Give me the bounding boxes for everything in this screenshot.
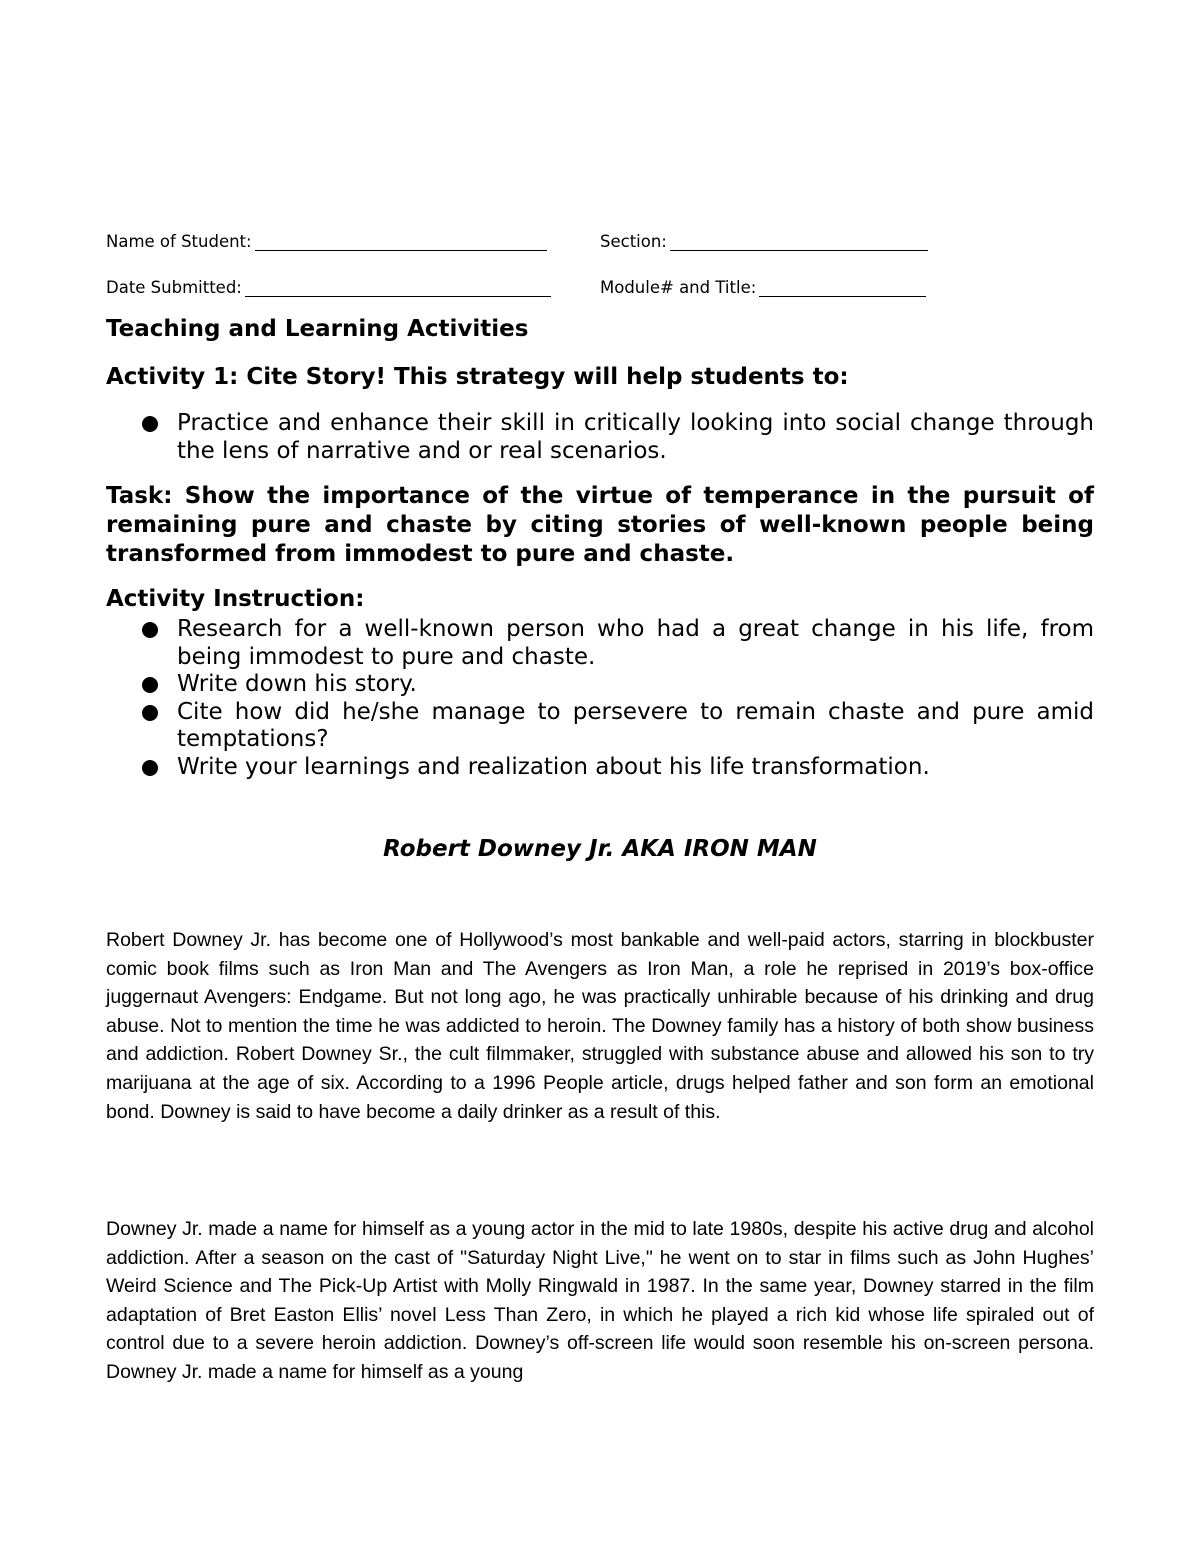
objectives-list: [106, 410, 1094, 465]
section-line[interactable]: [670, 232, 928, 251]
story-paragraph-2: Downey Jr. made a name for himself as a young actor in the mid to late 1980s, despite his active drug and alcohol addiction. After a season on the cast of "Saturday Night Live," he went on to star in films such as John Hughes’ Weird Science and The Pick-Up Artist with Molly Ringwald in 1987. In the same year, Downey starred in the film adaptation of Bret Easton Ellis’ novel Less Than Zero, in which he played a rich kid whose life spiraled out of control due to a severe heroin addiction. Downey’s off-screen life would soon resemble his on-screen persona. Downey Jr. made a name for himself as a young: [106, 1218, 1094, 1383]
student-name-label: Name of Student:: [106, 232, 252, 251]
date-submitted-line[interactable]: [245, 278, 551, 297]
header-row-1: [106, 232, 1094, 256]
section-label: Section:: [600, 232, 667, 251]
activity-heading: Activity 1: Cite Story! This strategy will help students to:: [106, 364, 849, 390]
instructions-list: [106, 616, 1094, 781]
bullet-icon: [142, 622, 158, 638]
bullet-icon: [142, 416, 158, 432]
bullet-icon: [142, 760, 158, 776]
bullet-icon: [142, 677, 158, 693]
section-field[interactable]: [600, 232, 928, 251]
instruction-text: Write your learnings and realization about his life transformation.: [177, 753, 930, 780]
student-name-field[interactable]: [106, 232, 547, 251]
story-paragraph-1: Robert Downey Jr. has become one of Hollywood’s most bankable and well-paid actors, starring in blockbuster comic book films such as Iron Man and The Avengers as Iron Man, a role he reprised in 2019’s box-office juggernaut Avengers: Endgame. But not long ago, he was practically unhirable because of his drinking and drug abuse. Not to mention the time he was addicted to heroin. The Downey family has a history of both show business and addiction. Robert Downey Sr., the cult filmmaker, struggled with substance abuse and allowed his son to try marijuana at the age of six. According to a 1996 People article, drugs helped father and son form an emotional bond. Downey is said to have become a daily drinker as a result of this.: [106, 929, 1094, 1123]
instruction-heading: Activity Instruction:: [106, 586, 365, 612]
instruction-text: Cite how did he/she manage to persevere to remain chaste and pure amid temptations?: [177, 698, 1094, 752]
list-item: [106, 699, 1094, 754]
bullet-icon: [142, 705, 158, 721]
instruction-text: Write down his story.: [177, 671, 417, 697]
module-title-label: Module# and Title:: [600, 278, 757, 297]
task-text: Task: Show the importance of the virtue of temperance in the pursuit of remaining pure and chaste by citing stories of well-known people being transformed from immodest to pure and chaste.: [106, 483, 1094, 567]
list-item: [106, 671, 1094, 699]
list-item: [106, 754, 1094, 782]
date-submitted-label: Date Submitted:: [106, 278, 242, 297]
list-item: [106, 410, 1094, 465]
module-title-field[interactable]: [600, 278, 926, 297]
objective-text: Practice and enhance their skill in critically looking into social change through the lens of narrative and or real scenarios.: [177, 410, 1094, 464]
list-item: [106, 616, 1094, 671]
page-title: Teaching and Learning Activities: [106, 316, 529, 342]
instruction-text: Research for a well-known person who had a great change in his life, from being immodest to pure and chaste.: [177, 616, 1094, 670]
header-row-2: [106, 278, 1094, 302]
module-title-line[interactable]: [759, 278, 926, 297]
date-submitted-field[interactable]: [106, 278, 551, 297]
story-title: Robert Downey Jr. AKA IRON MAN: [383, 836, 817, 862]
student-name-line[interactable]: [255, 232, 547, 251]
